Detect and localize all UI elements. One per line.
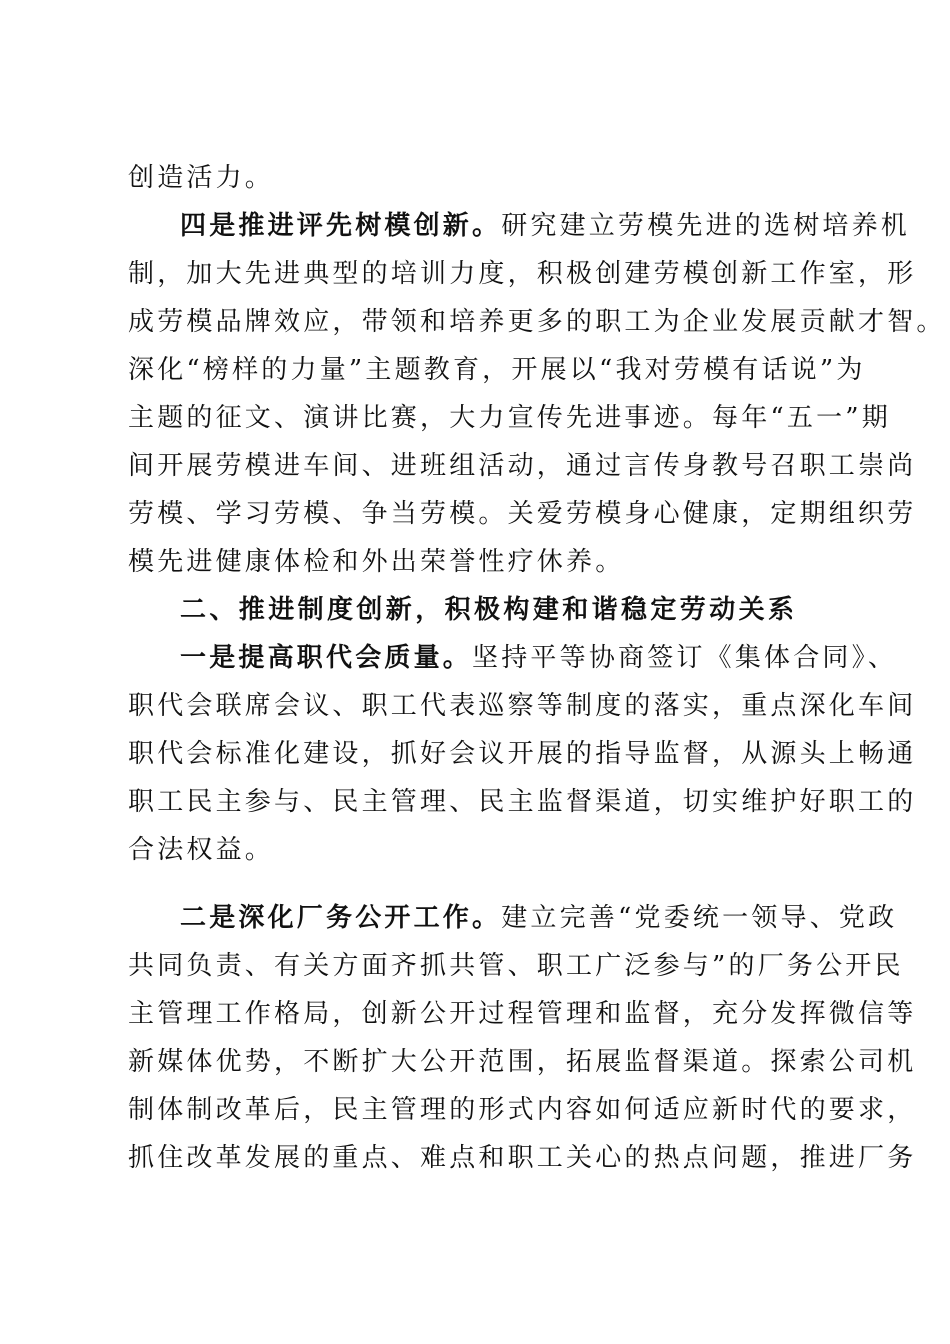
body-text: 新媒体优势，不断扩大公开范围，拓展监督渠道。探索公司机 bbox=[128, 1047, 917, 1077]
body-text: 共同负责、有关方面齐抓共管、职工广泛参与”的厂务公开民 bbox=[128, 951, 904, 981]
text-line bbox=[128, 302, 946, 342]
body-text: 制体制改革后，民主管理的形式内容如何适应新时代的要求， bbox=[128, 1095, 917, 1125]
text-line bbox=[128, 686, 917, 726]
body-text: 抓住改革发展的重点、难点和职工关心的热点问题，推进厂务 bbox=[128, 1143, 917, 1173]
text-line bbox=[128, 946, 904, 986]
body-text: 研究建立劳模先进的选树培养机 bbox=[501, 211, 911, 241]
body-text: 建立完善“党委统一领导、党政 bbox=[501, 903, 898, 933]
text-line bbox=[128, 782, 917, 822]
body-text: 合法权益。 bbox=[128, 835, 275, 865]
body-text: 劳模、学习劳模、争当劳模。关爱劳模身心健康，定期组织劳 bbox=[128, 499, 917, 529]
text-line bbox=[128, 994, 917, 1034]
body-text: 主题的征文、演讲比赛，大力宣传先进事迹。每年“五一”期 bbox=[128, 403, 891, 433]
paragraph-first-line bbox=[180, 638, 898, 678]
text-line bbox=[128, 1090, 917, 1130]
text-line bbox=[128, 158, 828, 198]
body-text: 创造活力。 bbox=[128, 163, 275, 193]
text-line bbox=[128, 494, 917, 534]
body-text: 主管理工作格局，创新公开过程管理和监督，充分发挥微信等 bbox=[128, 999, 917, 1029]
body-text: 制，加大先进典型的培训力度，积极创建劳模创新工作室，形 bbox=[128, 259, 917, 289]
body-text: 间开展劳模进车间、进班组活动，通过言传身教号召职工崇尚 bbox=[128, 451, 917, 481]
text-line bbox=[128, 830, 828, 870]
text-line bbox=[128, 350, 866, 390]
text-line bbox=[128, 1042, 917, 1082]
body-text: 职工民主参与、民主管理、民主监督渠道，切实维护好职工的 bbox=[128, 787, 917, 817]
paragraph-first-line bbox=[180, 206, 911, 246]
text-line bbox=[128, 734, 917, 774]
section-heading-text: 二、推进制度创新，积极构建和谐稳定劳动关系 bbox=[180, 595, 798, 625]
body-text: 职代会标准化建设，抓好会议开展的指导监督，从源头上畅通 bbox=[128, 739, 917, 769]
body-text: 模先进健康体检和外出荣誉性疗休养。 bbox=[128, 547, 625, 577]
text-line bbox=[128, 254, 917, 294]
section-heading bbox=[180, 590, 828, 630]
text-line bbox=[128, 1138, 917, 1178]
body-text: 职代会联席会议、职工代表巡察等制度的落实，重点深化车间 bbox=[128, 691, 917, 721]
paragraph-lead: 一是提高职代会质量。 bbox=[180, 643, 473, 673]
body-text: 坚持平等协商签订《集体合同》、 bbox=[472, 643, 898, 673]
text-line bbox=[128, 398, 891, 438]
paragraph-lead: 二是深化厂务公开工作。 bbox=[180, 903, 502, 933]
paragraph-first-line bbox=[180, 898, 898, 938]
body-text: 深化“榜样的力量”主题教育，开展以“我对劳模有话说”为 bbox=[128, 355, 866, 385]
body-text: 成劳模品牌效应，带领和培养更多的职工为企业发展贡献才智。 bbox=[128, 307, 946, 337]
text-line bbox=[128, 542, 828, 582]
text-line bbox=[128, 446, 917, 486]
paragraph-lead: 四是推进评先树模创新。 bbox=[180, 211, 502, 241]
